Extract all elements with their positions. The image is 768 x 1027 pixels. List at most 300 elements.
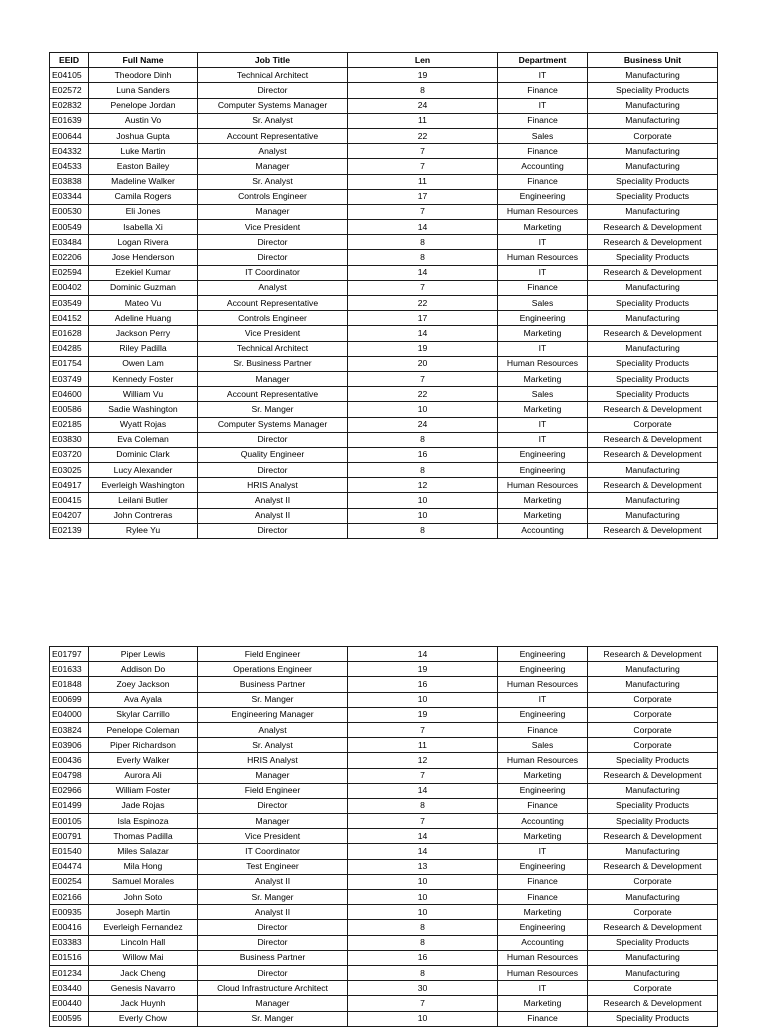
table-row: [50, 920, 718, 935]
table-row: [50, 859, 718, 874]
department-cell: Engineering: [498, 647, 588, 662]
eeid-cell: E04798: [50, 768, 89, 783]
business-unit-cell: Manufacturing: [588, 311, 718, 326]
header-business-unit: Business Unit: [588, 53, 718, 68]
department-cell: Finance: [498, 174, 588, 189]
eeid-cell: E03830: [50, 432, 89, 447]
full-name-cell: Rylee Yu: [89, 523, 198, 538]
header-eeid: EEID: [50, 53, 89, 68]
employee-table-1: [49, 52, 717, 539]
full-name-cell: Dominic Guzman: [89, 280, 198, 295]
department-cell: Marketing: [498, 220, 588, 235]
table-row: [50, 844, 718, 859]
department-cell: Finance: [498, 798, 588, 813]
len-cell: 16: [348, 950, 498, 965]
table-row: [50, 387, 718, 402]
full-name-cell: Riley Padilla: [89, 341, 198, 356]
eeid-cell: E04474: [50, 859, 89, 874]
full-name-cell: Aurora Ali: [89, 768, 198, 783]
business-unit-cell: Manufacturing: [588, 493, 718, 508]
job-title-cell: Manager: [198, 996, 348, 1011]
job-title-cell: HRIS Analyst: [198, 478, 348, 493]
eeid-cell: E04000: [50, 707, 89, 722]
business-unit-cell: Speciality Products: [588, 935, 718, 950]
table-row: [50, 890, 718, 905]
job-title-cell: Analyst: [198, 722, 348, 737]
business-unit-cell: Manufacturing: [588, 677, 718, 692]
table-row: [50, 981, 718, 996]
len-cell: 20: [348, 356, 498, 371]
len-cell: 10: [348, 874, 498, 889]
table-row: [50, 738, 718, 753]
eeid-cell: E00586: [50, 402, 89, 417]
department-cell: Finance: [498, 874, 588, 889]
job-title-cell: Vice President: [198, 220, 348, 235]
table-row: [50, 68, 718, 83]
full-name-cell: William Vu: [89, 387, 198, 402]
business-unit-cell: Corporate: [588, 738, 718, 753]
len-cell: 24: [348, 98, 498, 113]
table-row: [50, 722, 718, 737]
eeid-cell: E03440: [50, 981, 89, 996]
full-name-cell: Camila Rogers: [89, 189, 198, 204]
job-title-cell: Computer Systems Manager: [198, 417, 348, 432]
full-name-cell: Everly Walker: [89, 753, 198, 768]
job-title-cell: Director: [198, 432, 348, 447]
full-name-cell: Joseph Martin: [89, 905, 198, 920]
job-title-cell: Sr. Manger: [198, 1011, 348, 1026]
job-title-cell: Vice President: [198, 326, 348, 341]
full-name-cell: Luna Sanders: [89, 83, 198, 98]
eeid-cell: E02166: [50, 890, 89, 905]
job-title-cell: Sr. Analyst: [198, 738, 348, 753]
job-title-cell: Director: [198, 920, 348, 935]
table-row: [50, 447, 718, 462]
table-row: [50, 326, 718, 341]
department-cell: Engineering: [498, 463, 588, 478]
business-unit-cell: Speciality Products: [588, 1011, 718, 1026]
department-cell: Engineering: [498, 311, 588, 326]
len-cell: 22: [348, 296, 498, 311]
job-title-cell: Director: [198, 250, 348, 265]
len-cell: 7: [348, 768, 498, 783]
eeid-cell: E00595: [50, 1011, 89, 1026]
len-cell: 19: [348, 68, 498, 83]
eeid-cell: E01848: [50, 677, 89, 692]
len-cell: 10: [348, 905, 498, 920]
department-cell: Finance: [498, 280, 588, 295]
business-unit-cell: Manufacturing: [588, 98, 718, 113]
department-cell: Marketing: [498, 768, 588, 783]
department-cell: Marketing: [498, 508, 588, 523]
job-title-cell: Engineering Manager: [198, 707, 348, 722]
eeid-cell: E00549: [50, 220, 89, 235]
eeid-cell: E03720: [50, 447, 89, 462]
table-row: [50, 220, 718, 235]
department-cell: Sales: [498, 128, 588, 143]
business-unit-cell: Speciality Products: [588, 798, 718, 813]
department-cell: Human Resources: [498, 677, 588, 692]
len-cell: 10: [348, 692, 498, 707]
department-cell: IT: [498, 432, 588, 447]
job-title-cell: HRIS Analyst: [198, 753, 348, 768]
table-row: [50, 296, 718, 311]
eeid-cell: E03749: [50, 371, 89, 386]
full-name-cell: John Soto: [89, 890, 198, 905]
full-name-cell: Kennedy Foster: [89, 371, 198, 386]
table-row: [50, 341, 718, 356]
department-cell: Engineering: [498, 783, 588, 798]
len-cell: 7: [348, 814, 498, 829]
job-title-cell: Vice President: [198, 829, 348, 844]
table-row: [50, 905, 718, 920]
business-unit-cell: Manufacturing: [588, 662, 718, 677]
eeid-cell: E02185: [50, 417, 89, 432]
eeid-cell: E02139: [50, 523, 89, 538]
full-name-cell: Zoey Jackson: [89, 677, 198, 692]
eeid-cell: E03344: [50, 189, 89, 204]
job-title-cell: Manager: [198, 371, 348, 386]
business-unit-cell: Manufacturing: [588, 204, 718, 219]
eeid-cell: E04152: [50, 311, 89, 326]
job-title-cell: Analyst: [198, 280, 348, 295]
department-cell: Marketing: [498, 829, 588, 844]
business-unit-cell: Speciality Products: [588, 250, 718, 265]
business-unit-cell: Manufacturing: [588, 783, 718, 798]
table-row: [50, 463, 718, 478]
full-name-cell: Penelope Jordan: [89, 98, 198, 113]
business-unit-cell: Manufacturing: [588, 890, 718, 905]
eeid-cell: E01516: [50, 950, 89, 965]
job-title-cell: Analyst II: [198, 905, 348, 920]
len-cell: 19: [348, 341, 498, 356]
table-row: [50, 478, 718, 493]
len-cell: 14: [348, 326, 498, 341]
table-row: [50, 753, 718, 768]
table-row: [50, 128, 718, 143]
eeid-cell: E00105: [50, 814, 89, 829]
job-title-cell: Sr. Business Partner: [198, 356, 348, 371]
full-name-cell: Joshua Gupta: [89, 128, 198, 143]
table-row: [50, 204, 718, 219]
department-cell: Engineering: [498, 859, 588, 874]
eeid-cell: E01499: [50, 798, 89, 813]
department-cell: Sales: [498, 296, 588, 311]
eeid-cell: E04105: [50, 68, 89, 83]
table-row: [50, 768, 718, 783]
len-cell: 7: [348, 144, 498, 159]
table-row: [50, 647, 718, 662]
full-name-cell: Jackson Perry: [89, 326, 198, 341]
business-unit-cell: Research & Development: [588, 432, 718, 447]
eeid-cell: E01628: [50, 326, 89, 341]
full-name-cell: Willow Mai: [89, 950, 198, 965]
table-row: [50, 98, 718, 113]
eeid-cell: E00644: [50, 128, 89, 143]
eeid-cell: E02594: [50, 265, 89, 280]
table-row: [50, 432, 718, 447]
job-title-cell: Computer Systems Manager: [198, 98, 348, 113]
table-row: [50, 783, 718, 798]
table-row: [50, 113, 718, 128]
eeid-cell: E00530: [50, 204, 89, 219]
job-title-cell: Sr. Manger: [198, 890, 348, 905]
full-name-cell: Everleigh Fernandez: [89, 920, 198, 935]
len-cell: 10: [348, 1011, 498, 1026]
business-unit-cell: Research & Development: [588, 478, 718, 493]
eeid-cell: E04285: [50, 341, 89, 356]
full-name-cell: Miles Salazar: [89, 844, 198, 859]
department-cell: Human Resources: [498, 204, 588, 219]
table-row: [50, 402, 718, 417]
table-row: [50, 814, 718, 829]
eeid-cell: E03838: [50, 174, 89, 189]
business-unit-cell: Manufacturing: [588, 965, 718, 980]
full-name-cell: Jack Huynh: [89, 996, 198, 1011]
len-cell: 8: [348, 935, 498, 950]
full-name-cell: Piper Richardson: [89, 738, 198, 753]
eeid-cell: E01754: [50, 356, 89, 371]
department-cell: Engineering: [498, 920, 588, 935]
len-cell: 13: [348, 859, 498, 874]
table-row: [50, 311, 718, 326]
len-cell: 7: [348, 280, 498, 295]
department-cell: Sales: [498, 738, 588, 753]
eeid-cell: E00699: [50, 692, 89, 707]
department-cell: IT: [498, 692, 588, 707]
len-cell: 7: [348, 722, 498, 737]
job-title-cell: Director: [198, 935, 348, 950]
eeid-cell: E01797: [50, 647, 89, 662]
business-unit-cell: Research & Development: [588, 859, 718, 874]
job-title-cell: Technical Architect: [198, 341, 348, 356]
job-title-cell: Manager: [198, 768, 348, 783]
full-name-cell: Madeline Walker: [89, 174, 198, 189]
full-name-cell: Skylar Carrillo: [89, 707, 198, 722]
full-name-cell: Samuel Morales: [89, 874, 198, 889]
department-cell: Marketing: [498, 326, 588, 341]
job-title-cell: Sr. Manger: [198, 692, 348, 707]
len-cell: 8: [348, 798, 498, 813]
business-unit-cell: Research & Development: [588, 647, 718, 662]
table-row: [50, 493, 718, 508]
business-unit-cell: Research & Development: [588, 265, 718, 280]
business-unit-cell: Corporate: [588, 692, 718, 707]
job-title-cell: Manager: [198, 204, 348, 219]
job-title-cell: Analyst II: [198, 874, 348, 889]
job-title-cell: Cloud Infrastructure Architect: [198, 981, 348, 996]
full-name-cell: Mila Hong: [89, 859, 198, 874]
department-cell: IT: [498, 341, 588, 356]
table-row: [50, 662, 718, 677]
len-cell: 22: [348, 387, 498, 402]
eeid-cell: E03025: [50, 463, 89, 478]
full-name-cell: Theodore Dinh: [89, 68, 198, 83]
business-unit-cell: Corporate: [588, 981, 718, 996]
len-cell: 7: [348, 204, 498, 219]
table-row: [50, 189, 718, 204]
department-cell: Human Resources: [498, 250, 588, 265]
table-row: [50, 692, 718, 707]
eeid-cell: E02832: [50, 98, 89, 113]
table-row: [50, 250, 718, 265]
business-unit-cell: Corporate: [588, 128, 718, 143]
department-cell: Accounting: [498, 523, 588, 538]
len-cell: 12: [348, 478, 498, 493]
job-title-cell: Operations Engineer: [198, 662, 348, 677]
full-name-cell: Dominic Clark: [89, 447, 198, 462]
department-cell: Engineering: [498, 447, 588, 462]
business-unit-cell: Speciality Products: [588, 753, 718, 768]
full-name-cell: Sadie Washington: [89, 402, 198, 417]
job-title-cell: Director: [198, 463, 348, 478]
business-unit-cell: Research & Development: [588, 829, 718, 844]
full-name-cell: Thomas Padilla: [89, 829, 198, 844]
len-cell: 14: [348, 783, 498, 798]
full-name-cell: Leilani Butler: [89, 493, 198, 508]
department-cell: Marketing: [498, 493, 588, 508]
job-title-cell: Business Partner: [198, 950, 348, 965]
eeid-cell: E04917: [50, 478, 89, 493]
business-unit-cell: Research & Development: [588, 326, 718, 341]
len-cell: 30: [348, 981, 498, 996]
business-unit-cell: Research & Development: [588, 235, 718, 250]
eeid-cell: E00791: [50, 829, 89, 844]
full-name-cell: Ava Ayala: [89, 692, 198, 707]
department-cell: Engineering: [498, 707, 588, 722]
len-cell: 10: [348, 890, 498, 905]
len-cell: 14: [348, 265, 498, 280]
business-unit-cell: Research & Development: [588, 920, 718, 935]
header-row: [50, 53, 718, 68]
full-name-cell: Lincoln Hall: [89, 935, 198, 950]
department-cell: Engineering: [498, 189, 588, 204]
job-title-cell: Technical Architect: [198, 68, 348, 83]
len-cell: 17: [348, 189, 498, 204]
eeid-cell: E03484: [50, 235, 89, 250]
department-cell: Finance: [498, 722, 588, 737]
business-unit-cell: Manufacturing: [588, 68, 718, 83]
business-unit-cell: Speciality Products: [588, 174, 718, 189]
table-row: [50, 280, 718, 295]
department-cell: Finance: [498, 113, 588, 128]
len-cell: 10: [348, 402, 498, 417]
header-full-name: Full Name: [89, 53, 198, 68]
len-cell: 16: [348, 447, 498, 462]
table-row: [50, 174, 718, 189]
len-cell: 11: [348, 174, 498, 189]
job-title-cell: Director: [198, 798, 348, 813]
job-title-cell: IT Coordinator: [198, 844, 348, 859]
department-cell: Marketing: [498, 996, 588, 1011]
full-name-cell: Ezekiel Kumar: [89, 265, 198, 280]
full-name-cell: Eli Jones: [89, 204, 198, 219]
eeid-cell: E00440: [50, 996, 89, 1011]
department-cell: IT: [498, 68, 588, 83]
job-title-cell: Account Representative: [198, 387, 348, 402]
business-unit-cell: Manufacturing: [588, 280, 718, 295]
table-row: [50, 83, 718, 98]
department-cell: Finance: [498, 1011, 588, 1026]
job-title-cell: Account Representative: [198, 128, 348, 143]
job-title-cell: Controls Engineer: [198, 311, 348, 326]
department-cell: Human Resources: [498, 356, 588, 371]
len-cell: 10: [348, 508, 498, 523]
job-title-cell: Quality Engineer: [198, 447, 348, 462]
full-name-cell: Everly Chow: [89, 1011, 198, 1026]
department-cell: Accounting: [498, 935, 588, 950]
business-unit-cell: Corporate: [588, 874, 718, 889]
eeid-cell: E02572: [50, 83, 89, 98]
eeid-cell: E00935: [50, 905, 89, 920]
department-cell: Human Resources: [498, 753, 588, 768]
table-row: [50, 371, 718, 386]
len-cell: 11: [348, 738, 498, 753]
eeid-cell: E02206: [50, 250, 89, 265]
table-row: [50, 874, 718, 889]
len-cell: 14: [348, 220, 498, 235]
business-unit-cell: Speciality Products: [588, 814, 718, 829]
eeid-cell: E04332: [50, 144, 89, 159]
job-title-cell: Business Partner: [198, 677, 348, 692]
eeid-cell: E01540: [50, 844, 89, 859]
business-unit-cell: Manufacturing: [588, 159, 718, 174]
job-title-cell: Sr. Analyst: [198, 174, 348, 189]
job-title-cell: Manager: [198, 814, 348, 829]
business-unit-cell: Corporate: [588, 417, 718, 432]
len-cell: 8: [348, 965, 498, 980]
department-cell: Accounting: [498, 814, 588, 829]
eeid-cell: E00254: [50, 874, 89, 889]
business-unit-cell: Manufacturing: [588, 508, 718, 523]
len-cell: 12: [348, 753, 498, 768]
len-cell: 8: [348, 235, 498, 250]
header-job-title: Job Title: [198, 53, 348, 68]
eeid-cell: E01633: [50, 662, 89, 677]
table-row: [50, 508, 718, 523]
len-cell: 8: [348, 432, 498, 447]
department-cell: IT: [498, 98, 588, 113]
len-cell: 24: [348, 417, 498, 432]
eeid-cell: E03549: [50, 296, 89, 311]
job-title-cell: Manager: [198, 159, 348, 174]
full-name-cell: Jade Rojas: [89, 798, 198, 813]
table-row: [50, 996, 718, 1011]
department-cell: Sales: [498, 387, 588, 402]
table-row: [50, 265, 718, 280]
eeid-cell: E00436: [50, 753, 89, 768]
table-row: [50, 417, 718, 432]
table-row: [50, 950, 718, 965]
table-row: [50, 677, 718, 692]
full-name-cell: Luke Martin: [89, 144, 198, 159]
full-name-cell: Penelope Coleman: [89, 722, 198, 737]
job-title-cell: Analyst II: [198, 493, 348, 508]
len-cell: 22: [348, 128, 498, 143]
business-unit-cell: Speciality Products: [588, 387, 718, 402]
business-unit-cell: Speciality Products: [588, 83, 718, 98]
business-unit-cell: Research & Development: [588, 996, 718, 1011]
full-name-cell: Logan Rivera: [89, 235, 198, 250]
department-cell: IT: [498, 981, 588, 996]
department-cell: IT: [498, 417, 588, 432]
department-cell: Engineering: [498, 662, 588, 677]
full-name-cell: Isabella Xi: [89, 220, 198, 235]
full-name-cell: Austin Vo: [89, 113, 198, 128]
eeid-cell: E03906: [50, 738, 89, 753]
len-cell: 19: [348, 707, 498, 722]
full-name-cell: Eva Coleman: [89, 432, 198, 447]
